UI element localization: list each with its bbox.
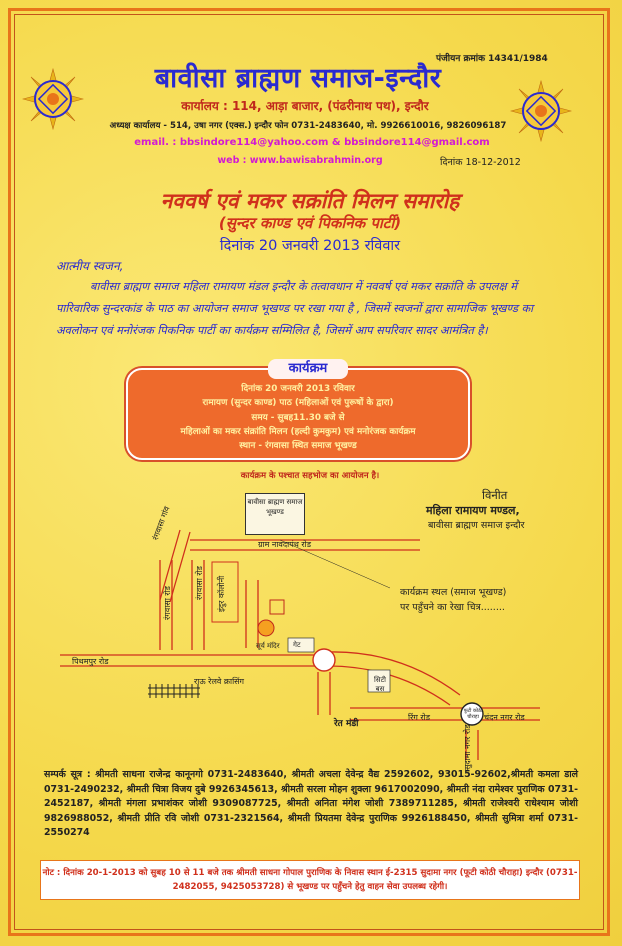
contact-list: सम्पर्क सूत्र : श्रीमती साधना राजेन्द्र कानूनगो 0731-2483640, श्रीमती अचला देवेन्द्र वैद्य 2592602, 93015-92602,श्रीमती कमला डाले 0731-2490232, श्रीमती चित्रा विजय दुबे 9926345613, श्रीमती सरला मोहन शुक्ला 9617002090, श्रीमती नंदा रामेश्वर पुराणिक 0731-2452187, श्रीमती मंगला प्रभाशंकर जोशी 9309087725, श्रीमती अनिता मंगेश जोशी 7389711285, श्रीमती राजेश्वरी राधेश्याम जोशी 9826988052, श्रीमती प्रीति रवि जोशी 0731-2321564, श्रीमती प्रियतमा देवेन्द्र पुराणिक 9926188450, श्रीमती सुमित्रा शर्मा 0731-2550274: [44, 769, 578, 839]
program-title: कार्यक्रम: [268, 359, 348, 379]
transport-note: नोट : दिनांक 20-1-2013 को सुबह 10 से 11 बजे तक श्रीमती साधना गोपाल पुराणिक के निवास स्थान ई-2315 सुदामा नगर (फूटी कोठी चौराहा) इन्दौर (0731-2482055, 9425053728) से भूखण्ड पर पहुँचने हेतु वाहन सेवा उपलब्ध रहेगी।: [40, 860, 580, 900]
signature-mandal: महिला रामायण मण्डल,: [426, 504, 520, 517]
event-date: दिनांक 20 जनवरी 2013 रविवार: [219, 238, 401, 254]
sun-emblem-right-icon: [510, 80, 572, 142]
signature-samaj: बावीसा ब्राह्मण समाज इन्दौर: [428, 520, 525, 531]
samaj-bhukhand-box: बावीसा ब्राह्मण समाज भूखण्ड: [245, 493, 305, 535]
signature-vineet: विनीत: [482, 488, 508, 502]
program-box: [126, 368, 470, 460]
event-heading: नववर्ष एवं मकर सक्रांति मिलन समारोह: [160, 189, 460, 213]
indore-colony-label: इंदुर कॉलोनी: [217, 575, 226, 612]
program-line: रामायण (सुन्दर काण्ड) पाठ (महिलाओं एवं पुरूषों के द्वारा): [202, 398, 394, 409]
rangwasa-road-label-2: रंगवासा रोड: [195, 566, 204, 600]
ret-mandi-label: रेत मंडी: [334, 719, 359, 729]
event-subheading: (सुन्दर काण्ड एवं पिकनिक पार्टी): [218, 214, 402, 232]
website: web : www.bawisabrahmin.org: [217, 155, 383, 166]
gate-label: गेट: [293, 641, 301, 649]
sudama-nagar-road-label: सुदामा नगर रोड: [463, 724, 472, 770]
location-caption-1: कार्यक्रम स्थल (समाज भूखण्ड): [400, 587, 507, 598]
ring-road-label: रिंग रोड: [408, 713, 431, 722]
gram-navdapanth-road-label: ग्राम नावदापंथ रोड: [258, 540, 312, 549]
office-address: कार्यालय : 114, आड़ा बाजार, (पंढरीनाथ पथ), इन्दौर: [181, 99, 429, 113]
rangwasa-road-label-1: रंगवासा रोड: [163, 586, 172, 620]
city-bus-label: सिटी बस: [374, 676, 386, 693]
program-line: स्थान - रंगवासा स्थित समाज भूखण्ड: [239, 441, 357, 452]
program-line: महिलाओं का मकर संक्रांति मिलन (हल्दी कुमकुम) एवं मनोरंजक कार्यक्रम: [180, 426, 416, 437]
rangwasa-gaon-label: रंगवासा गांव: [150, 505, 172, 542]
feast-note: कार्यक्रम के पश्चात सहभोज का आयोजन है।: [240, 471, 380, 481]
railway-crossing-label: राऊ रेलवे क्रासिंग: [194, 677, 245, 686]
sun-emblem-left-icon: [22, 68, 84, 130]
program-line: दिनांक 20 जनवरी 2013 रविवार: [241, 384, 355, 394]
email-addresses: email. : bbsindore114@yahoo.com & bbsindore114@gmail.com: [134, 137, 490, 148]
invitation-body: बावीसा ब्राह्मण समाज महिला रामायण मंडल इन्दौर के तत्वावधान में नववर्ष एवं मकर सक्रांति के उपलक्ष में पारिवारिक सुन्दरकांड के पाठ का आयोजन समाज भूखण्ड पर रखा गया है , जिसमें स्वजनों द्वारा सामाजिक भूखण्ड का अवलोकन एवं मनोरंजक पिकनिक पार्टी का कार्यक्रम सम्मिलित है, जिसमें आप सपरिवार सादर आमंत्रित है।: [56, 280, 534, 337]
chandan-nagar-road-label: चंदन नगर रोड: [484, 713, 525, 722]
surya-mandir-label: सूर्य मंदिर: [256, 642, 280, 650]
greeting: आत्मीय स्वजन,: [56, 259, 124, 273]
phuti-kothi-label: फूटी कोठी चौराहा: [463, 708, 483, 720]
org-title: बावीसा ब्राह्मण समाज-इन्दौर: [154, 63, 442, 94]
letter-date: दिनांक 18-12-2012: [440, 157, 521, 168]
location-caption-2: पर पहुँचने का रेखा चित्र........: [400, 602, 505, 613]
program-line: समय - सुबह11.30 बजे से: [251, 412, 345, 423]
president-contact: अध्यक्ष कार्यालय - 514, उषा नगर (एक्स.) इन्दौर फोन 0731-2483640, मो. 9926610016, 9826096187: [109, 121, 507, 131]
registration-number: पंजीयन क्रमांक 14341/1984: [436, 54, 548, 64]
pithampur-road-label: पिथमपुर रोड: [72, 657, 109, 666]
